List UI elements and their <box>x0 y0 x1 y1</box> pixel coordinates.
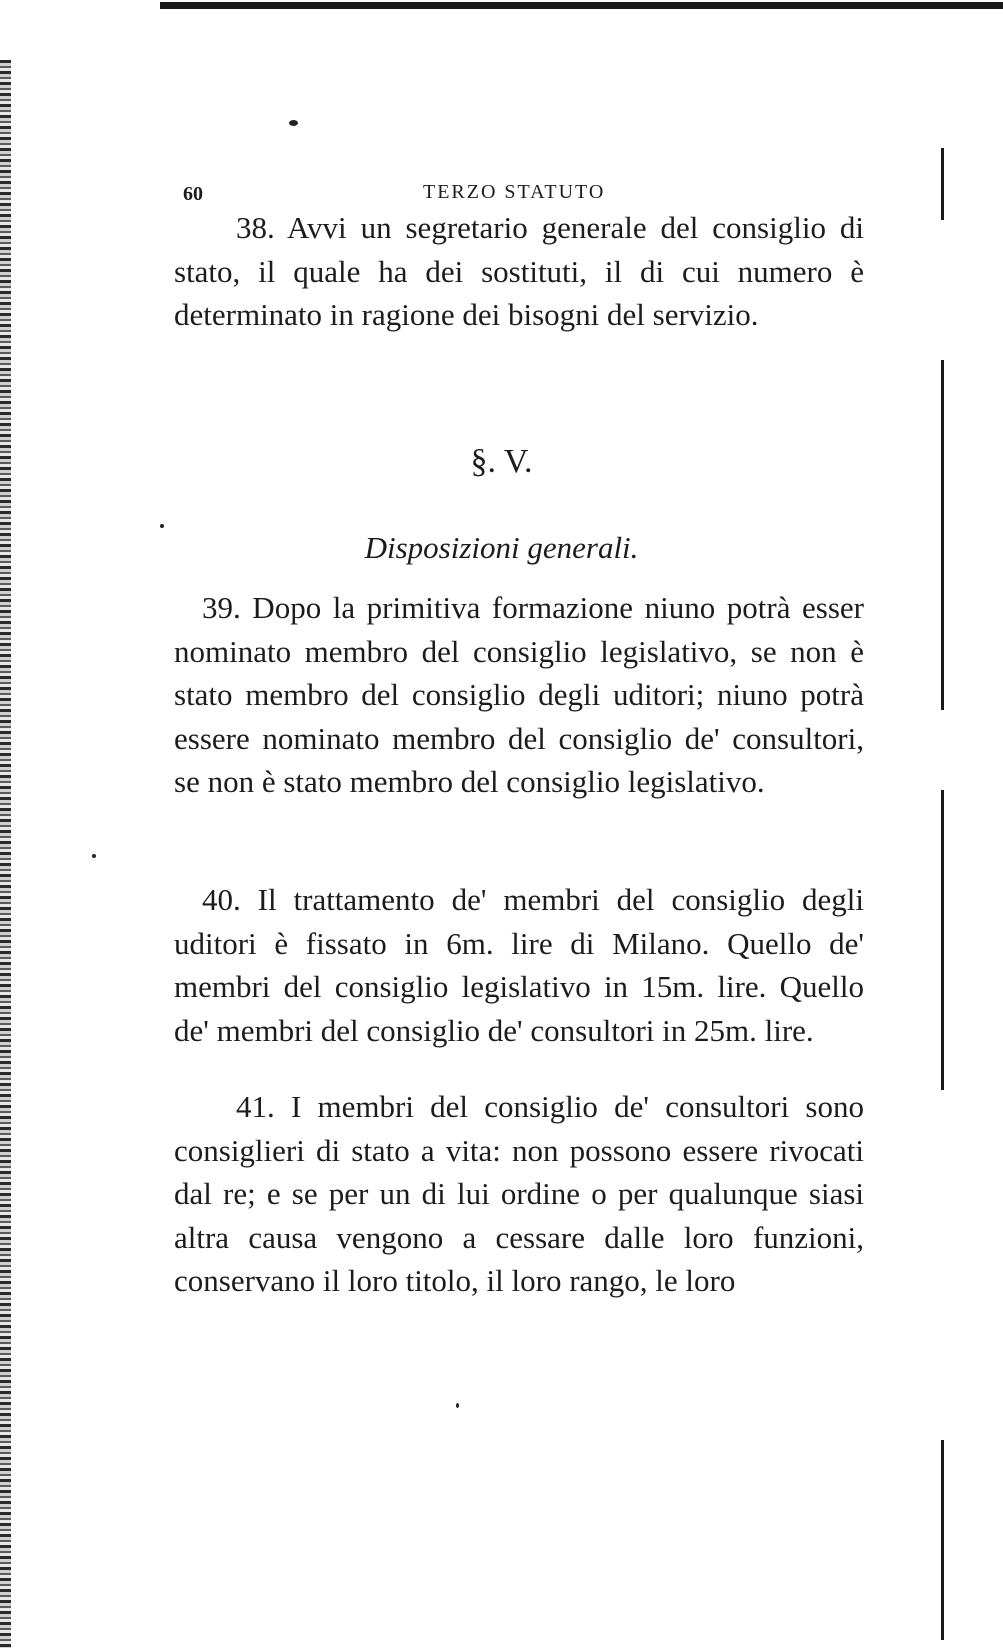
article-38: 38. Avvi un segretario generale del consiglio di stato, il quale ha dei sostituti, il di cui numero è determinato in ragione dei bisogni del servizio. <box>174 210 864 332</box>
article-41: 41. I membri del consiglio de' consultori sono consiglieri di stato a vita: non possono essere rivocati dal re; e se per un di lui ordine o per qualunque siasi altra causa vengono a cessare dalle loro funzioni, conservano il loro titolo, il loro rango, le loro <box>174 1089 864 1298</box>
page-number: 60 <box>183 183 203 205</box>
running-head: TERZO STATUTO <box>423 181 606 203</box>
article-40: 40. Il trattamento de' membri del consiglio degli uditori è fissato in 6m. lire di Milano. Quello de' membri del consiglio legislativo in 15m. lire. Quello de' membri del consiglio de' consultori in 25m. lire. <box>174 882 864 1048</box>
section-number: §. V. <box>470 443 533 480</box>
article-39: 39. Dopo la primitiva formazione niuno potrà esser nominato membro del consiglio legislativo, se non è stato membro del consiglio degli uditori; niuno potrà essere nominato membro del consiglio de' consultori, se non è stato membro del consiglio legislativo. <box>174 590 864 799</box>
section-title: Disposizioni generali. <box>364 530 639 565</box>
